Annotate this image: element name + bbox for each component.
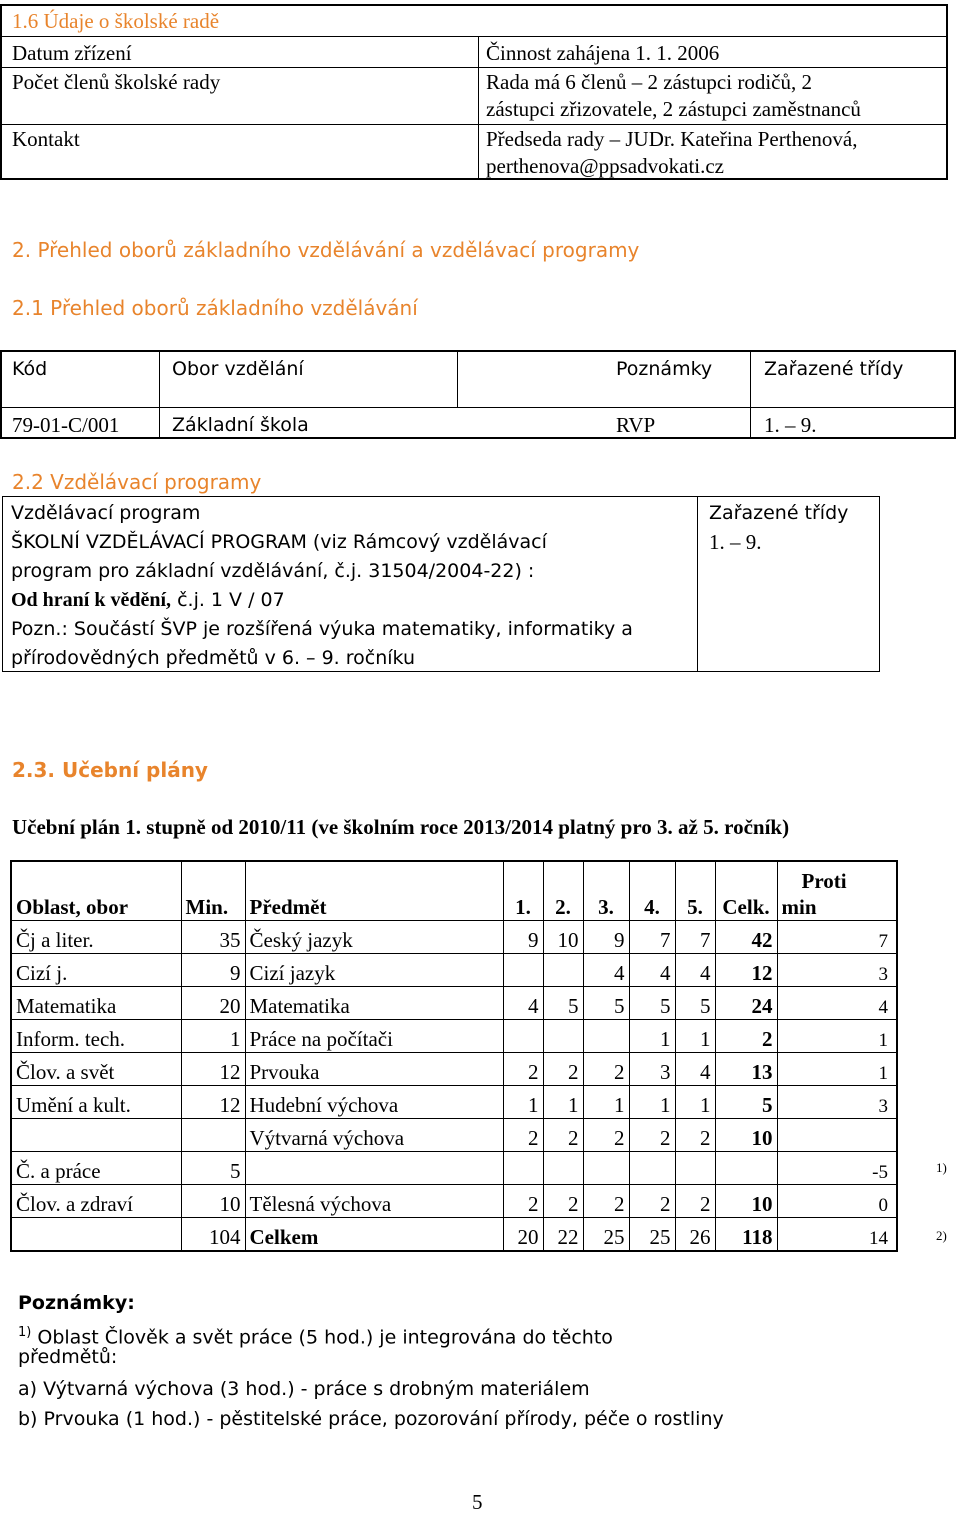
header-year-5: 5. bbox=[675, 861, 715, 921]
cell-year-2: 2 bbox=[543, 1185, 583, 1218]
cell-year-3: 5 bbox=[583, 987, 629, 1020]
cell-year-3: 2 bbox=[583, 1053, 629, 1086]
table-row bbox=[11, 1119, 897, 1152]
header-cell: Poznámky bbox=[616, 358, 713, 380]
cell-predmet: Český jazyk bbox=[245, 921, 503, 954]
table-row bbox=[11, 1020, 897, 1053]
programme-text: ŠKOLNÍ VZDĚLÁVACÍ PROGRAM (viz Rámcový vzdělávací bbox=[11, 531, 547, 553]
cell-year-1: 9 bbox=[503, 921, 543, 954]
cell-min: 1 bbox=[181, 1020, 245, 1053]
cell-year-3: 9 bbox=[583, 921, 629, 954]
section-heading-22: 2.2 Vzdělávací programy bbox=[12, 470, 262, 494]
footnote-marker: 1) bbox=[936, 1160, 947, 1175]
row-label: Datum zřízení bbox=[12, 41, 132, 65]
cell-celk: 42 bbox=[715, 921, 777, 954]
cell-year-4 bbox=[629, 1152, 675, 1185]
cell-year-3 bbox=[583, 1152, 629, 1185]
note-a: a) Výtvarná výchova (3 hod.) - práce s drobným materiálem bbox=[18, 1378, 590, 1400]
header-proti-line2: min bbox=[781, 895, 817, 919]
cell-year-4: 7 bbox=[629, 921, 675, 954]
programmes-table bbox=[2, 496, 880, 672]
header-proti-line1: Proti bbox=[801, 869, 847, 893]
cell-celk: 10 bbox=[715, 1185, 777, 1218]
table-divider bbox=[750, 352, 751, 437]
cell-year-5: 2 bbox=[675, 1119, 715, 1152]
header-cell: Kód bbox=[12, 358, 48, 380]
section-heading-23: 2.3. Učební plány bbox=[12, 758, 208, 782]
table-divider bbox=[2, 124, 946, 125]
cell-year-3 bbox=[583, 1020, 629, 1053]
cell-min: 9 bbox=[181, 954, 245, 987]
note-1-continued: předmětů: bbox=[18, 1346, 118, 1368]
cell-year-2: 2 bbox=[543, 1119, 583, 1152]
programme-ref: č.j. 1 V / 07 bbox=[171, 589, 285, 611]
table-row bbox=[11, 1152, 897, 1185]
table-row bbox=[11, 1218, 897, 1252]
cell-min: 10 bbox=[181, 1185, 245, 1218]
cell-year-2: 22 bbox=[543, 1218, 583, 1252]
cell-year-1 bbox=[503, 954, 543, 987]
cell-year-5: 5 bbox=[675, 987, 715, 1020]
cell-min: 35 bbox=[181, 921, 245, 954]
row-label: Kontakt bbox=[12, 127, 80, 151]
table-divider bbox=[697, 497, 698, 671]
cell-year-1: 1 bbox=[503, 1086, 543, 1119]
cell-year-1: 20 bbox=[503, 1218, 543, 1252]
cell-year-2 bbox=[543, 1020, 583, 1053]
cell-predmet: Hudební výchova bbox=[245, 1086, 503, 1119]
cell-year-4: 5 bbox=[629, 987, 675, 1020]
cell-year-3: 2 bbox=[583, 1185, 629, 1218]
cell-year-4: 1 bbox=[629, 1086, 675, 1119]
header-year-4: 4. bbox=[629, 861, 675, 921]
cell-year-1 bbox=[503, 1152, 543, 1185]
cell-min bbox=[181, 1119, 245, 1152]
cell-year-3: 4 bbox=[583, 954, 629, 987]
study-plan-table bbox=[10, 860, 898, 1252]
cell-year-4: 2 bbox=[629, 1119, 675, 1152]
cell-year-2: 10 bbox=[543, 921, 583, 954]
cell-min: 20 bbox=[181, 987, 245, 1020]
programme-classes: 1. – 9. bbox=[709, 530, 762, 554]
cell-year-5: 2 bbox=[675, 1185, 715, 1218]
cell-year-5: 1 bbox=[675, 1020, 715, 1053]
cell-year-5 bbox=[675, 1152, 715, 1185]
cell-year-1: 2 bbox=[503, 1119, 543, 1152]
cell-oblast: Č. a práce bbox=[11, 1152, 181, 1185]
header-cell: Zařazené třídy bbox=[709, 502, 849, 524]
cell-min: 12 bbox=[181, 1086, 245, 1119]
header-celk: Celk. bbox=[715, 861, 777, 921]
programme-note: Pozn.: Součástí ŠVP je rozšířená výuka matematiky, informatiky a bbox=[11, 618, 633, 640]
row-value: zástupci zřizovatele, 2 zástupci zaměstnanců bbox=[486, 97, 861, 121]
cell-year-5: 1 bbox=[675, 1086, 715, 1119]
header-year-3: 3. bbox=[583, 861, 629, 921]
cell-celk: 12 bbox=[715, 954, 777, 987]
header-proti bbox=[777, 861, 897, 921]
cell-proti bbox=[777, 1119, 897, 1152]
header-cell: Vzdělávací program bbox=[11, 502, 201, 524]
row-value: Činnost zahájena 1. 1. 2006 bbox=[486, 41, 720, 65]
table-row bbox=[11, 1185, 897, 1218]
table-row bbox=[11, 1053, 897, 1086]
cell-celk: 5 bbox=[715, 1086, 777, 1119]
cell-oblast bbox=[11, 1218, 181, 1252]
footnote-marker: 2) bbox=[936, 1228, 947, 1243]
cell-year-1: 2 bbox=[503, 1053, 543, 1086]
row-value: Rada má 6 členů – 2 zástupci rodičů, 2 bbox=[486, 70, 812, 94]
cell-proti: 4 bbox=[777, 987, 897, 1020]
cell-year-3: 25 bbox=[583, 1218, 629, 1252]
cell-predmet: Cizí jazyk bbox=[245, 954, 503, 987]
table-cell: 79-01-C/001 bbox=[12, 413, 120, 437]
section-heading-21: 2.1 Přehled oborů základního vzdělávání bbox=[12, 296, 418, 320]
cell-year-2 bbox=[543, 1152, 583, 1185]
table-divider bbox=[2, 407, 954, 408]
cell-predmet: Matematika bbox=[245, 987, 503, 1020]
overview-table bbox=[0, 350, 956, 439]
cell-oblast: Člov. a zdraví bbox=[11, 1185, 181, 1218]
cell-celk bbox=[715, 1152, 777, 1185]
cell-proti: -5 bbox=[777, 1152, 897, 1185]
contact-email: perthenova@ppsadvokati.cz bbox=[486, 154, 725, 178]
row-value: Předseda rady – JUDr. Kateřina Perthenová, bbox=[486, 127, 858, 151]
header-oblast: Oblast, obor bbox=[11, 861, 181, 921]
cell-year-5: 7 bbox=[675, 921, 715, 954]
table-divider bbox=[2, 67, 946, 68]
table-divider bbox=[2, 36, 946, 37]
row-label: Počet členů školské rady bbox=[12, 70, 221, 94]
cell-proti: 7 bbox=[777, 921, 897, 954]
cell-year-2 bbox=[543, 954, 583, 987]
table-row bbox=[11, 1086, 897, 1119]
note-1-marker: 1) bbox=[18, 1325, 32, 1340]
cell-year-5: 26 bbox=[675, 1218, 715, 1252]
cell-celk: 2 bbox=[715, 1020, 777, 1053]
cell-celk: 10 bbox=[715, 1119, 777, 1152]
table-row bbox=[11, 987, 897, 1020]
table-divider bbox=[457, 352, 458, 407]
cell-proti: 14 bbox=[777, 1218, 897, 1252]
header-predmet: Předmět bbox=[245, 861, 503, 921]
cell-celk: 118 bbox=[715, 1218, 777, 1252]
cell-min: 5 bbox=[181, 1152, 245, 1185]
programme-title: Od hraní k vědění, bbox=[11, 589, 172, 611]
cell-oblast: Čj a liter. bbox=[11, 921, 181, 954]
cell-oblast: Umění a kult. bbox=[11, 1086, 181, 1119]
plan-title: Učební plán 1. stupně od 2010/11 (ve školním roce 2013/2014 platný pro 3. až 5. ročník) bbox=[12, 815, 790, 839]
section-heading-16: 1.6 Údaje o školské radě bbox=[12, 9, 220, 33]
header-year-1: 1. bbox=[503, 861, 543, 921]
cell-year-2: 1 bbox=[543, 1086, 583, 1119]
cell-predmet: Tělesná výchova bbox=[245, 1185, 503, 1218]
programme-text: program pro základní vzdělávání, č.j. 31504/2004-22) : bbox=[11, 560, 535, 582]
cell-year-2: 2 bbox=[543, 1053, 583, 1086]
cell-oblast: Cizí j. bbox=[11, 954, 181, 987]
table-cell: RVP bbox=[616, 413, 656, 437]
cell-year-4: 2 bbox=[629, 1185, 675, 1218]
cell-proti: 0 bbox=[777, 1185, 897, 1218]
cell-year-3: 2 bbox=[583, 1119, 629, 1152]
cell-year-4: 4 bbox=[629, 954, 675, 987]
section-heading-2: 2. Přehled oborů základního vzdělávání a vzdělávací programy bbox=[12, 238, 640, 262]
cell-year-1: 4 bbox=[503, 987, 543, 1020]
header-min: Min. bbox=[181, 861, 245, 921]
cell-year-5: 4 bbox=[675, 954, 715, 987]
cell-predmet bbox=[245, 1152, 503, 1185]
school-council-table bbox=[0, 4, 948, 180]
header-cell: Zařazené třídy bbox=[764, 358, 904, 380]
cell-year-4: 1 bbox=[629, 1020, 675, 1053]
note-b: b) Prvouka (1 hod.) - pěstitelské práce, pozorování přírody, péče o rostliny bbox=[18, 1408, 724, 1430]
cell-proti: 3 bbox=[777, 954, 897, 987]
cell-min: 12 bbox=[181, 1053, 245, 1086]
cell-year-1 bbox=[503, 1020, 543, 1053]
table-cell: Základní škola bbox=[172, 414, 309, 436]
programme-note: přírodovědných předmětů v 6. – 9. ročníku bbox=[11, 647, 416, 669]
programme-name bbox=[11, 586, 285, 615]
cell-oblast bbox=[11, 1119, 181, 1152]
header-year-2: 2. bbox=[543, 861, 583, 921]
table-row bbox=[11, 921, 897, 954]
cell-proti: 3 bbox=[777, 1086, 897, 1119]
cell-year-4: 3 bbox=[629, 1053, 675, 1086]
table-row bbox=[11, 954, 897, 987]
cell-celk: 24 bbox=[715, 987, 777, 1020]
cell-predmet: Prvouka bbox=[245, 1053, 503, 1086]
cell-predmet: Celkem bbox=[245, 1218, 503, 1252]
table-header-row bbox=[11, 861, 897, 921]
table-divider bbox=[478, 36, 479, 178]
cell-oblast: Člov. a svět bbox=[11, 1053, 181, 1086]
page-number: 5 bbox=[472, 1490, 483, 1514]
cell-oblast: Inform. tech. bbox=[11, 1020, 181, 1053]
cell-year-4: 25 bbox=[629, 1218, 675, 1252]
cell-year-2: 5 bbox=[543, 987, 583, 1020]
cell-year-3: 1 bbox=[583, 1086, 629, 1119]
cell-year-1: 2 bbox=[503, 1185, 543, 1218]
table-cell: 1. – 9. bbox=[764, 413, 817, 437]
note-1-text: Oblast Člověk a svět práce (5 hod.) je integrována do těchto bbox=[31, 1326, 613, 1349]
cell-proti: 1 bbox=[777, 1020, 897, 1053]
notes-heading: Poznámky: bbox=[18, 1292, 135, 1314]
header-cell: Obor vzdělání bbox=[172, 358, 304, 380]
cell-celk: 13 bbox=[715, 1053, 777, 1086]
table-divider bbox=[159, 352, 160, 437]
cell-oblast: Matematika bbox=[11, 987, 181, 1020]
cell-predmet: Práce na počítači bbox=[245, 1020, 503, 1053]
cell-min: 104 bbox=[181, 1218, 245, 1252]
cell-predmet: Výtvarná výchova bbox=[245, 1119, 503, 1152]
cell-year-5: 4 bbox=[675, 1053, 715, 1086]
cell-proti: 1 bbox=[777, 1053, 897, 1086]
